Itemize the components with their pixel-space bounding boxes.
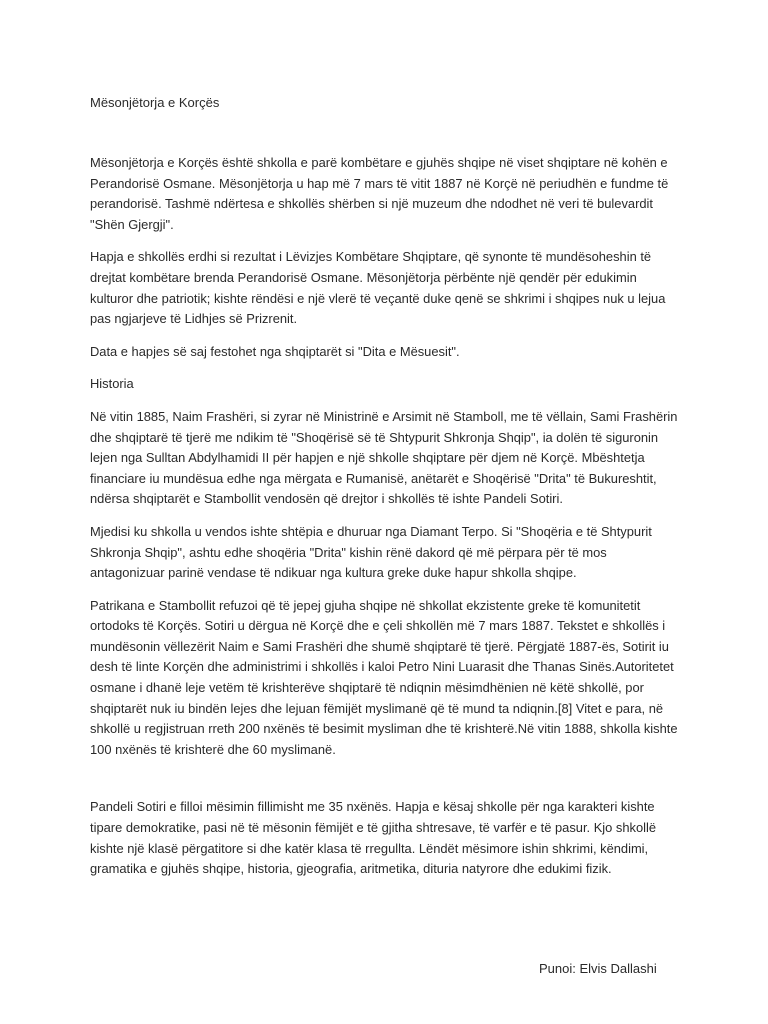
document-title: Mësonjëtorja e Korçës	[90, 95, 220, 110]
document-body	[90, 153, 682, 892]
paragraph-teachers-day: Data e hapjes së saj festohet nga shqiptarët si "Dita e Mësuesit".	[90, 343, 460, 359]
paragraph-patriarchate: Patrikana e Stambollit refuzoi që të jepej gjuha shqipe në shkollat ekzistente greke të komunitetit ortodoks të Korçës. Sotiri u dërgua në Korçë dhe e çeli shkollën më 7 mars 1887. Tekstet e shkollës i mundësonin vëllezërit Naim e Sami Frashëri dhe shumë shqiptarë të tjerë. Përgjatë 1887-ës, Sotirit iu desh të linte Korçën dhe administrimi i shkollës i kaloi Petro Nini Luarasit dhe Thanas Sinës.Autoritetet osmane i dhanë leje vetëm të krishterëve shqiptarë të ndiqnin mësimdhënien në këtë shkollë, por shqiptarët nuk iu bindën lejes dhe lejuan fëmijët myslimanë që të mund ta ndiqnin.[8] Vitet e para, në shkollë u regjistruan rreth 200 nxënës të besimit mysliman dhe të krishterë.Në vitin 1888, shkolla kishte 100 nxënës të krishterë dhe 60 myslimanë.	[90, 597, 678, 757]
paragraph-movement: Hapja e shkollës erdhi si rezultat i Lëvizjes Kombëtare Shqiptare, që synonte të mundësoheshin të drejtat kombëtare brenda Perandorisë Osmane. Mësonjëtorja përbënte një qendër për edukimin kulturor dhe patriotik; kishte rëndësi e një vlerë të veçantë duke qenë se shkrimi i shqipes nuk u lejua pas ngjarjeve të Lidhjes së Prizrenit.	[90, 249, 666, 327]
paragraph-curriculum: Pandeli Sotiri e filloi mësimin fillimisht me 35 nxënës. Hapja e kësaj shkolle për nga karakteri kishte tipare demokratike, pasi në të mësonin fëmijët e të gjitha shtresave, të varfër e të pasur. Kjo shkollë kishte një klasë përgatitore si dhe katër klasa të rregullta. Lëndët mësimore ishin shkrimi, këndimi, gramatika e gjuhës shqipe, historia, gjeografia, aritmetika, dituria natyrore dhe edukimi fizik.	[90, 799, 657, 877]
paragraph-1885: Në vitin 1885, Naim Frashëri, si zyrar në Ministrinë e Arsimit në Stamboll, me të vëllain, Sami Frashërin dhe shqiptarë të tjerë me ndikim të "Shoqërisë së të Shtypurit Shkronja Shqip", ia dolën të siguronin lejen nga Sulltan Abdylhamidi II për hapjen e një shkolle shqiptare për djem në Korçë. Mbështetja financiare iu mundësua edhe nga mërgata e Rumanisë, anëtarët e Shoqërisë "Drita" të Bukureshtit, ndërsa shqiptarët e Stambollit vendosën që drejtor i shkollës të ishte Pandeli Sotiri.	[90, 408, 678, 507]
paragraph-premises: Mjedisi ku shkolla u vendos ishte shtëpia e dhuruar nga Diamant Terpo. Si "Shoqëria e të Shtypurit Shkronja Shqip", ashtu edhe shoqëria "Drita" kishin rënë dakord që më përpara për të mos antagonizuar parinë vendase të ndikuar nga kultura greke duke hapur shkolla shqipe.	[90, 523, 652, 581]
paragraph-intro: Mësonjëtorja e Korçës është shkolla e parë kombëtare e gjuhës shqipe në viset shqiptare në kohën e Perandorisë Osmane. Mësonjëtorja u hap më 7 mars të vitit 1887 në Korçë në periudhën e fundme të perandorisë. Tashmë ndërtesa e shkollës shërben si një muzeum dhe ndodhet në veri të bulevardit "Shën Gjergji".	[90, 155, 669, 232]
section-heading-history: Historia	[90, 376, 134, 392]
author-signature: Punoi: Elvis Dallashi	[539, 961, 657, 976]
